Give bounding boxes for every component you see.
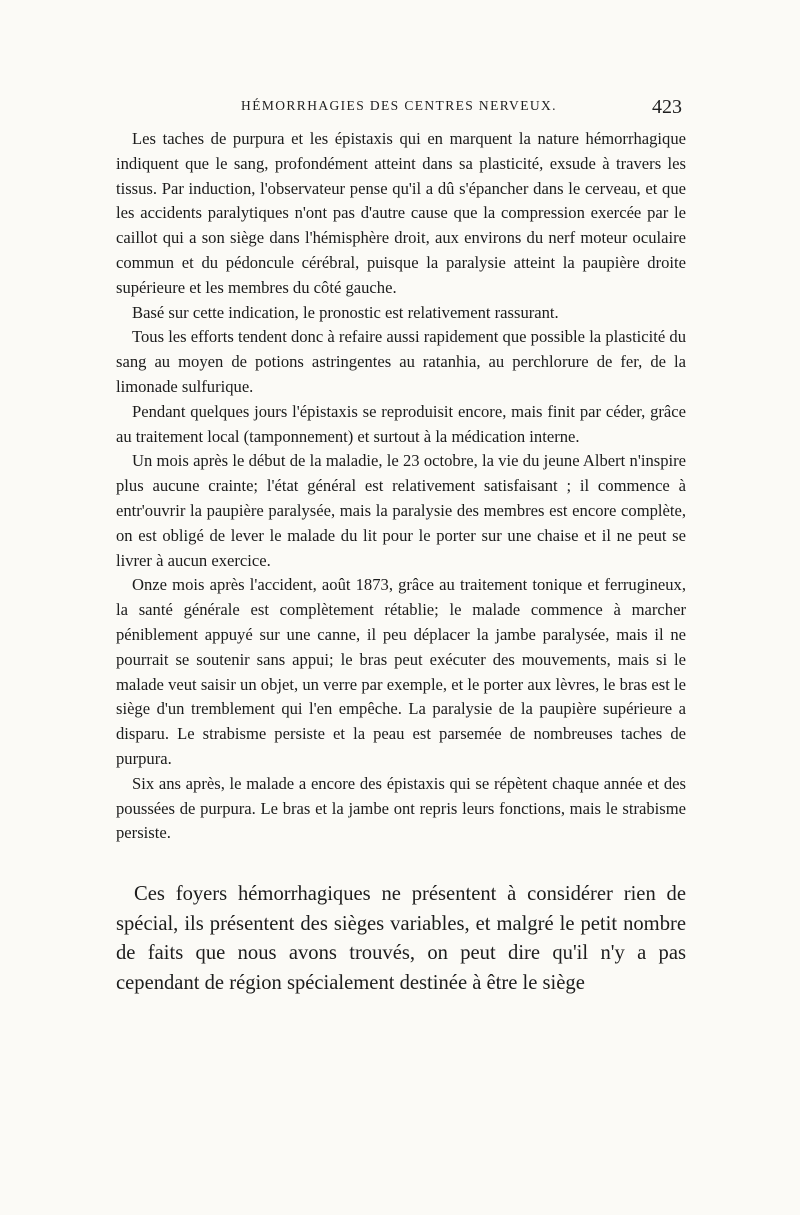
case-observation-text xyxy=(116,127,686,846)
running-title: HÉMORRHAGIES DES CENTRES NERVEUX. xyxy=(241,98,557,113)
body-text xyxy=(116,127,686,998)
paragraph-eleven-months-after: Onze mois après l'accident, août 1873, grâce au traitement tonique et ferrugineux, la santé générale est complètement rétablie; le malade commence à marcher péniblement appuyé sur une canne, il peu déplacer la jambe paralysée, mais il ne pourrait se soutenir sans appui; le bras peut exécuter des mouvements, mais si le malade veut saisir un objet, un verre par exemple, et le porter aux lèvres, le bras est le siège d'un tremblement qui l'en empêche. La paralysie de la paupière supérieure a disparu. Le strabisme persiste et la peau est parsemée de nombreuses taches de purpura. xyxy=(116,575,686,768)
paragraph-purpura-diagnosis: Les taches de purpura et les épistaxis qui en marquent la nature hémorrhagique indiquent que le sang, profondément atteint dans sa plasticité, exsude à travers les tissus. Par induction, l'observateur pense qu'il a dû s'épancher dans le cerveau, et que les accidents paralytiques n'ont pas d'autre cause que la compression exercée par le caillot qui a son siège dans l'hémisphère droit, aux environs du nerf moteur oculaire commun et du pédoncule cérébral, puisque la paralysie atteint la paupière droite supérieure et les membres du côté gauche. xyxy=(116,129,686,297)
paragraph-one-month-after: Un mois après le début de la maladie, le 23 octobre, la vie du jeune Albert n'inspire plus aucune crainte; l'état général est relativement satisfaisant ; il commence à entr'ouvrir la paupière paralysée, mais la paralysie des membres est encore complète, on est obligé de lever le malade du lit pour le porter sur une chaise et il ne peut se livrer à aucun exercice. xyxy=(116,451,686,570)
paragraph-epistaxis: Pendant quelques jours l'épistaxis se reproduisit encore, mais finit par céder, grâce au traitement local (tamponnement) et surtout à la médication interne. xyxy=(116,401,686,446)
paragraph-prognosis: Basé sur cette indication, le pronostic est relativement rassurant. xyxy=(132,302,559,322)
paragraph-conclusion: Ces foyers hémorrhagiques ne présentent à considérer rien de spécial, ils présentent des sièges variables, et malgré le petit nombre de faits que nous avons trouvés, on peut dire qu'il n'y a pas cependant de région spécialement destinée à être le siège xyxy=(116,883,686,994)
paragraph-six-years-after: Six ans après, le malade a encore des épistaxis qui se répètent chaque année et des poussées de purpura. Le bras et la jambe ont repris leurs fonctions, mais le strabisme persiste. xyxy=(116,773,686,843)
page-number: 423 xyxy=(652,96,682,118)
running-header xyxy=(116,96,682,118)
paragraph-treatment: Tous les efforts tendent donc à refaire aussi rapidement que possible la plasticité du sang au moyen de potions astringentes au ratanhia, au perchlorure de fer, de la limonade sulfurique. xyxy=(116,327,686,396)
conclusion-text xyxy=(116,880,686,998)
